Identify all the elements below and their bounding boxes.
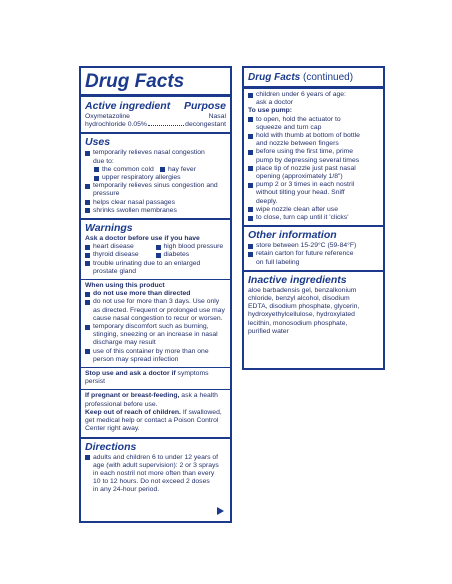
active-ingredient-header: [85, 99, 226, 113]
list-item: diabetes: [156, 251, 227, 259]
bullet-icon: [248, 244, 253, 249]
divider: [81, 389, 230, 390]
ingredient-purpose-top: Nasal: [208, 113, 226, 120]
list-item: thyroid disease: [85, 251, 156, 259]
list-item: trouble urinating due to an enlarged prostate gland: [85, 260, 226, 276]
bullet-icon: [248, 117, 253, 122]
bullet-icon: [248, 93, 253, 98]
warnings-heading: Warnings: [85, 222, 133, 235]
bullet-icon: [85, 292, 90, 297]
list-item: to open, hold the actuator to squeeze and turn cap: [248, 116, 379, 132]
bullet-icon: [85, 253, 90, 258]
to-use-pump-heading: To use pump:: [248, 107, 293, 115]
bullet-icon: [85, 151, 90, 156]
divider: [81, 279, 230, 280]
stop-use-text: Stop use and ask a doctor if symptoms persist: [85, 370, 209, 386]
list-item: temporarily relieves nasal congestion due to:: [85, 149, 226, 165]
bullet-icon: [248, 134, 253, 139]
list-item: helps clear nasal passages: [85, 199, 226, 207]
list-item: shrinks swollen membranes: [85, 207, 226, 215]
divider: [81, 218, 230, 220]
ask-doctor-heading: Ask a doctor before use if you have: [85, 235, 200, 243]
bullet-icon: [85, 300, 90, 305]
bullet-icon: [85, 184, 90, 189]
ingredient-name: Oxymetazoline: [85, 113, 130, 120]
list-item: do not use for more than 3 days. Use only as directed. Frequent or prolonged use may cause nasal congestion to recur or worsen.: [85, 298, 226, 323]
uses-heading: Uses: [85, 136, 111, 149]
keep-out-text: Keep out of reach of children. If swallowed, get medical help or contact a Poison Control Center right away.: [85, 408, 222, 433]
bullet-icon: [85, 200, 90, 205]
list-item: high blood pressure: [156, 243, 227, 251]
bullet-icon: [85, 349, 90, 354]
divider: [244, 225, 383, 227]
directions-heading: Directions: [85, 440, 137, 453]
divider: [81, 437, 230, 439]
ingredient-strength: hydrochloride 0.05%: [85, 121, 147, 129]
leader-dots: [148, 125, 184, 126]
bullet-icon: [94, 176, 99, 181]
list-pair: [85, 166, 226, 174]
list-item: store between 15-29°C (59-84°F): [248, 242, 379, 250]
list-item: hay fever: [160, 166, 226, 174]
list-item: temporary discomfort such as burning, stinging, sneezing or an increase in nasal discharge may result: [85, 323, 226, 348]
list-item: hold with thumb at bottom of bottle and nozzle between fingers: [248, 132, 379, 148]
active-ingredient-heading: Active ingredient: [85, 100, 171, 112]
bullet-icon: [85, 208, 90, 213]
list-pair: [85, 243, 226, 251]
list-pair: [85, 251, 226, 259]
bullet-icon: [248, 150, 253, 155]
bullet-icon: [85, 455, 90, 460]
drug-facts-panel-left: [79, 66, 232, 523]
ingredient-row-2: [85, 121, 226, 129]
bullet-icon: [85, 325, 90, 330]
list-item: upper respiratory allergies: [85, 174, 226, 182]
drug-facts-panel-right: [242, 66, 385, 370]
continue-arrow-icon: [217, 507, 224, 515]
list-item: temporarily relieves sinus congestion and pressure: [85, 182, 226, 198]
divider: [244, 86, 383, 89]
list-item: retain carton for future reference on full labeling: [248, 250, 379, 266]
list-item: do not use more than directed: [85, 290, 226, 298]
divider: [81, 367, 230, 368]
drug-facts-continued-title: Drug Facts (continued): [248, 72, 354, 83]
list-item: heart disease: [85, 243, 156, 251]
bullet-icon: [248, 252, 253, 257]
list-item: to close, turn cap until it 'clicks': [248, 214, 379, 222]
divider: [244, 270, 383, 272]
list-item: pump 2 or 3 times in each nostril without tilting your head. Sniff deeply.: [248, 181, 379, 206]
divider: [81, 94, 230, 97]
divider: [81, 132, 230, 134]
list-item: use of this container by more than one person may spread infection: [85, 348, 226, 364]
when-using-heading: When using this product: [85, 282, 165, 290]
bullet-icon: [85, 245, 90, 250]
pregnancy-text: If pregnant or breast-feeding, ask a health professional before use.: [85, 392, 218, 408]
bullet-icon: [160, 167, 165, 172]
list-item: wipe nozzle clean after use: [248, 206, 379, 214]
bullet-icon: [85, 261, 90, 266]
bullet-icon: [156, 245, 161, 250]
bullet-icon: [156, 253, 161, 258]
purpose-heading: Purpose: [183, 100, 226, 112]
bullet-icon: [248, 207, 253, 212]
list-item: the common cold: [94, 166, 160, 174]
other-information-heading: Other information: [248, 229, 337, 242]
drug-facts-title: Drug Facts: [85, 71, 185, 92]
inactive-ingredients-heading: Inactive ingredients: [248, 273, 347, 286]
list-item: children under 6 years of age: ask a doctor: [248, 91, 379, 107]
list-item: before using the first time, prime pump by depressing several times: [248, 148, 379, 164]
bullet-icon: [248, 216, 253, 221]
list-item: place tip of nozzle just past nasal opening (approximately 1/8"): [248, 165, 379, 181]
ingredient-purpose: decongestant: [185, 121, 226, 129]
bullet-icon: [248, 166, 253, 171]
bullet-icon: [248, 183, 253, 188]
list-item: adults and children 6 to under 12 years of age (with adult supervision): 2 or 3 sprays in each nostril not more often than every 10 to 12 hours. Do not exceed 2 doses in any 24-hour period.: [85, 454, 226, 495]
inactive-ingredients-text: aloe barbadensis gel, benzalkonium chloride, benzyl alcohol, disodium EDTA, disodium phosphate, glycerin, hydroxyethylcellulose, hydroxylated lecithin, monosodium phosphate, purified water: [248, 286, 360, 335]
ingredient-row-1: [85, 113, 226, 121]
bullet-icon: [94, 167, 99, 172]
